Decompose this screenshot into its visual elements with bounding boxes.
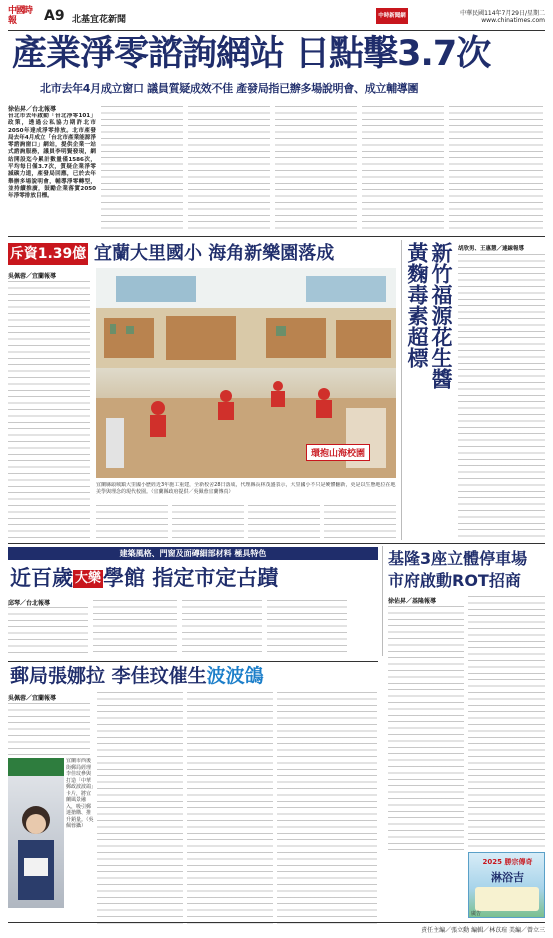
music-hall-headline: 近百歲 大樂學館 指定市定古蹟	[10, 566, 279, 590]
yilan-body-lower-3	[248, 505, 320, 539]
parking-byline: 徐佑昇／基隆報導	[388, 598, 437, 605]
main-byline: 徐佑昇／台北報導	[8, 106, 57, 113]
parking-body-col-1	[388, 606, 464, 850]
footer-rule	[8, 922, 545, 923]
postal-body-col-2	[97, 692, 183, 928]
postal-photo	[8, 758, 64, 908]
parking-headline-2: 市府啟動ROT招商	[388, 571, 521, 590]
main-body-col-5	[449, 106, 543, 230]
brand-byline: 胡欣男、王惠慧／連線報導	[458, 246, 525, 252]
postal-body-intro	[8, 703, 90, 755]
main-lead-text: 台北市去年啟動「台北淨零101」政策，透過公私協力期許北市2050年達成淨零排放。北市產發局去年4月成立「台北市產業能源淨零諮詢窗口」網站，提供企業一站式諮詢服務，議員李明賢發現，網站開設迄今累計數量僅1586次，平均每日僅3.7次，質疑企業淨零減碳力道，產發局回應，已於去年舉辦多場說明會，輔導淨零轉型，並持續推廣，鼓勵企業落實2050年淨零排放目標。	[8, 113, 96, 200]
postal-photo-caption: 宜蘭市西後街郵局經理李佳玟參與打造「中華郵政波波鴿」卡片，將宜蘭風景融入，吸引郵迷搶購、推升銷量。（吳佩蓉攝）	[66, 758, 94, 829]
ad-scenery	[475, 887, 539, 911]
ad-subtitle: 淋浴吉	[491, 871, 524, 884]
divider-vertical-1	[401, 240, 402, 540]
partner-logo: 中時新聞網	[376, 8, 408, 24]
main-headline: 產業淨零諮詢網站 日點擊3.7次	[12, 34, 491, 74]
music-body-col-3	[182, 600, 262, 657]
website: www.chinatimes.com	[481, 17, 545, 24]
main-subheadline: 北市去年4月成立窗口 議員質疑成效不佳 產發局指已辦多場說明會、成立輔導團	[40, 82, 419, 95]
music-hall-byline: 邱琴／台北報導	[8, 600, 51, 607]
brand-headline-2: 黃麴毒素超標	[405, 242, 429, 368]
section-number: A9	[44, 8, 65, 24]
yilan-headline: 宜蘭大里國小 海角新樂園落成	[94, 243, 335, 264]
postal-headline: 郵局張娜拉 李佳玟催生波波鴿	[10, 665, 264, 687]
brand-body-col-1	[458, 254, 545, 538]
dateline: 中華民國114年7月29日/星期二	[460, 10, 545, 17]
photo-label: 環抱山海校園	[306, 444, 370, 461]
divider-1	[8, 236, 545, 237]
parking-headline-1: 基隆3座立體停車場	[388, 549, 528, 568]
yilan-body-lower-4	[324, 505, 396, 539]
postal-byline: 吳佩蓉／宜蘭報導	[8, 695, 57, 702]
postal-body-col-4	[277, 692, 377, 928]
music-body-col-2	[93, 600, 177, 657]
yilan-byline: 吳佩蓉／宜蘭報導	[8, 273, 57, 280]
postal-photo-illustration	[8, 758, 64, 908]
header-rule	[8, 30, 545, 31]
postal-body-col-3	[187, 692, 273, 928]
yilan-body-lower-2	[172, 505, 244, 539]
parking-body-col-2	[468, 596, 545, 850]
brand-headline-1-col: 新竹福源花生醬	[429, 242, 453, 389]
music-body-col-4	[267, 600, 347, 657]
masthead	[8, 6, 545, 28]
newspaper-logo: 中國時報	[8, 6, 33, 26]
yilan-photo-caption: 宜蘭縣頭城鎮大里國小歷經近3年施工重建，全新校舍28日落成，代理縣長林茂盛表示，大里國小不只是硬體翻新，更是以生態地位在地美學與理念的現代校園。（宜蘭縣政府提供／吳佩蓉宜蘭傳真）	[96, 482, 396, 495]
school-library-photo	[96, 268, 396, 478]
price-tag: 斥資1.39億	[8, 243, 88, 265]
ad-title: 2025 勝宗傳奇	[482, 858, 533, 866]
divider-3	[8, 661, 378, 662]
main-body-col-2	[188, 106, 270, 230]
main-body-col-4	[362, 106, 444, 230]
divider-vertical-2	[382, 546, 383, 656]
main-lead-box	[8, 104, 96, 232]
ad-tag: 廣告	[471, 911, 482, 917]
yilan-body-lower-1	[96, 505, 168, 539]
divider-2	[8, 543, 545, 544]
music-hall-kicker: 建築風格、門窗及面磚細部材料 極具特色	[8, 547, 378, 560]
postal-headline-highlight: 波波鴿	[206, 665, 264, 687]
music-body-col-1	[8, 607, 88, 657]
music-hall-badge: 大樂	[75, 571, 102, 586]
main-body-col-1	[101, 106, 183, 230]
yilan-body-col	[8, 281, 90, 539]
section-name: 北基宜花新聞	[72, 15, 127, 25]
main-body-col-3	[275, 106, 357, 230]
advertisement[interactable]	[468, 852, 545, 918]
footer-credits: 責任主編／張立勳 編輯／林苡瑄 美編／曾立三	[421, 927, 545, 934]
